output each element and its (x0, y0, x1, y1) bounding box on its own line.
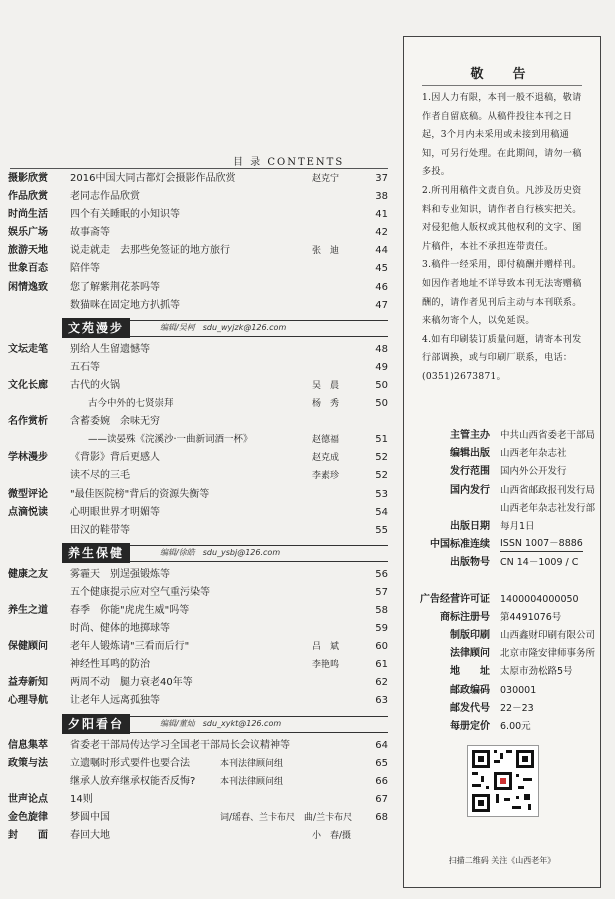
toc-entry[interactable] (0, 638, 395, 656)
notice-paragraph: 1.因人力有限，本刊一般不退稿，敬请作者自留底稿。从稿件投往本刊之日起，3个月内未采用或未接到用稿通知，可另行处理。在此期间，请勿一稿多投。 (422, 93, 582, 178)
section-editor: 编辑/董灿 sdu_xykt@126.com (160, 718, 282, 728)
toc-entry[interactable] (0, 341, 395, 359)
info-row (408, 573, 596, 591)
info-value: 山西老年杂志社 (500, 448, 567, 460)
toc-page-number: 54 (375, 506, 388, 518)
info-value: 太原市劲松路5号 (500, 666, 573, 678)
toc-title-text: 五石等 (70, 361, 100, 373)
info-key: 制版印刷 (450, 630, 490, 642)
info-row (408, 663, 596, 681)
toc-title-text: 五个健康提示应对空气重污染等 (70, 586, 210, 598)
toc-category: 名作赏析 (8, 416, 48, 428)
toc-page-number: 37 (375, 173, 388, 184)
toc-page-number: 67 (375, 793, 388, 805)
section-editor: 编辑/吴柯 sdu_wyjzk@126.com (160, 322, 287, 332)
toc-entry[interactable] (0, 297, 395, 315)
qr-code[interactable] (467, 745, 539, 817)
toc-title-text: 数猫咪在固定地方扒抓等 (70, 299, 180, 311)
toc-author: 李艳鸣 (312, 660, 340, 671)
info-key: 法律顾问 (450, 648, 490, 660)
toc-entry[interactable] (0, 656, 395, 674)
section-label: 养生保健 (62, 543, 130, 563)
toc-entry[interactable] (0, 692, 395, 710)
table-of-contents (0, 170, 395, 845)
info-value: 山西鑫财印刷有限公司 (500, 630, 596, 642)
toc-category: 时尚生活 (8, 209, 48, 221)
info-key: 邮发代号 (450, 702, 490, 714)
toc-category: 点滴悦读 (8, 506, 48, 518)
toc-title-text: 古今中外的七贤崇拜 (88, 398, 174, 410)
toc-category: 世象百态 (8, 263, 48, 275)
toc-entry[interactable] (0, 206, 395, 224)
toc-category: 益寿新知 (8, 677, 48, 689)
info-key: 国内发行 (450, 484, 490, 496)
notice-title: 敬 告 (470, 67, 534, 82)
toc-title: 目 录 CONTENTS (233, 157, 345, 168)
notice-divider (422, 85, 582, 86)
toc-page-number: 61 (375, 659, 388, 671)
toc-title-text: 让老年人远离孤独等 (70, 695, 160, 707)
toc-entry[interactable] (0, 449, 395, 467)
notice-paragraph: 3.稿件一经采用，即付稿酬并赠样刊。如因作者地址不详导致本刊无法寄赠稿酬的，请作者见刊后主动与本刊联系。来稿勿寄个人，以免延误。 (422, 260, 582, 327)
info-row (408, 518, 596, 536)
toc-entry[interactable] (0, 486, 395, 504)
info-panel (403, 36, 601, 888)
toc-entry[interactable] (0, 584, 395, 602)
toc-page-number: 41 (375, 209, 388, 221)
toc-category: 保健顾问 (8, 641, 48, 653)
info-value: 1400004000050 (500, 593, 579, 605)
toc-entry[interactable] (0, 359, 395, 377)
publication-info (408, 427, 596, 736)
toc-author: 吕 斌 (312, 642, 340, 653)
toc-title-text: 古代的火锅 (70, 379, 120, 391)
info-key: 出版物号 (450, 557, 490, 569)
toc-entry[interactable] (0, 602, 395, 620)
toc-title-text: 14则 (70, 793, 93, 805)
toc-title-text: 老年人锻炼请"三看而后行" (70, 641, 190, 653)
info-value: 国内外公开发行 (500, 466, 567, 478)
toc-entry[interactable] (0, 377, 395, 395)
toc-page-number: 52 (375, 452, 388, 464)
toc-page-number: 51 (375, 434, 388, 446)
info-row (408, 645, 596, 663)
toc-page-number: 62 (375, 677, 388, 689)
toc-author: 吴 晨 (312, 380, 340, 391)
toc-entry[interactable] (0, 827, 395, 845)
toc-page-number: 56 (375, 568, 388, 580)
toc-page-number: 58 (375, 604, 388, 616)
info-value: 030001 (500, 684, 537, 696)
toc-page-number: 64 (375, 739, 388, 751)
toc-category: 摄影欣赏 (8, 173, 48, 184)
toc-title-text: 雾霾天 别逞强锻炼等 (70, 568, 170, 580)
toc-title-text: "最佳医院榜"背后的资源失衡等 (70, 488, 210, 500)
toc-entry[interactable] (0, 188, 395, 206)
toc-entry[interactable] (0, 395, 395, 413)
toc-title-text: 省委老干部局传达学习全国老干部局长会议精神等 (70, 739, 290, 751)
info-key: 地 址 (450, 666, 490, 678)
info-row (408, 554, 596, 572)
toc-category: 健康之友 (8, 568, 48, 580)
toc-category: 作品欣赏 (8, 191, 48, 203)
section-header (0, 542, 395, 564)
toc-entry[interactable] (0, 467, 395, 485)
toc-category: 文化长廊 (8, 379, 48, 391)
qr-caption: 扫描二维码 关注《山西老年》 (448, 856, 556, 865)
toc-title-text: 梦圆中国 (70, 811, 110, 823)
info-value: ISSN 1007－8886 (500, 536, 583, 552)
toc-title-text: 神经性耳鸣的防治 (70, 659, 150, 671)
toc-category: 心理导航 (8, 695, 48, 707)
toc-page-number: 48 (375, 343, 388, 355)
toc-category: 文坛走笔 (8, 343, 48, 355)
toc-title-text: 读不尽的三毛 (70, 470, 130, 482)
toc-author: 本刊法律顾问组 (220, 758, 284, 769)
toc-title-text: 两周不动 腿力衰老40年等 (70, 677, 193, 689)
toc-entry[interactable] (0, 413, 395, 431)
toc-page-number: 46 (375, 281, 388, 293)
toc-entry[interactable] (0, 809, 395, 827)
section-header (0, 713, 395, 735)
toc-page-number: 55 (375, 524, 388, 536)
toc-title-text: 您了解紫荆花茶吗等 (70, 281, 160, 293)
qr-code-icon (468, 746, 538, 816)
info-value: 第4491076号 (500, 611, 562, 623)
info-value: 22－23 (500, 702, 534, 714)
toc-title-text: 说走就走 去那些免签证的地方旅行 (70, 245, 230, 257)
toc-page-number: 63 (375, 695, 388, 707)
toc-title-text: 《背影》背后更感人 (70, 452, 160, 464)
toc-title-text: 心明眼世界才明媚等 (70, 506, 160, 518)
toc-page-number: 47 (375, 299, 388, 311)
section-label: 夕阳看台 (62, 714, 130, 734)
section-header (0, 317, 395, 339)
toc-entry[interactable] (0, 620, 395, 638)
info-value: CN 14－1009 / C (500, 557, 579, 569)
section-editor: 编辑/徐皓 sdu_ysbj@126.com (160, 547, 281, 557)
toc-page-number: 50 (375, 379, 388, 391)
toc-title-text: 时尚、健体的地掷球等 (70, 623, 170, 635)
info-row (408, 536, 596, 554)
toc-title-text: 老同志作品欣赏 (70, 191, 140, 203)
toc-category: 娱乐广场 (8, 227, 48, 239)
info-row (408, 609, 596, 627)
info-value: 北京市隆安律师事务所 (500, 648, 596, 660)
info-row (408, 591, 596, 609)
toc-entry[interactable] (0, 260, 395, 278)
info-value: 6.00元 (500, 721, 531, 732)
toc-title-text: 2016中国大同古都灯会摄影作品欣赏 (70, 173, 236, 184)
toc-divider (10, 168, 388, 169)
toc-entry[interactable] (0, 522, 395, 540)
toc-author: 杨 秀 (312, 399, 340, 410)
info-value: 中共山西省委老干部局 (500, 430, 596, 441)
info-row (408, 463, 596, 481)
toc-title-text: 含蓄委婉 余味无穷 (70, 416, 160, 428)
toc-category: 微型评论 (8, 488, 48, 500)
toc-title-text: 春季 你能"虎虎生威"吗等 (70, 604, 190, 616)
toc-category: 闲情逸致 (8, 281, 48, 293)
info-key: 编辑出版 (450, 448, 490, 460)
toc-entry[interactable] (0, 170, 395, 188)
toc-title-text: 春回大地 (70, 830, 110, 841)
toc-page-number: 38 (375, 191, 388, 203)
toc-author: 李素珍 (312, 471, 340, 482)
toc-entry[interactable] (0, 737, 395, 755)
toc-author: 本刊法律顾问组 (220, 776, 284, 787)
toc-page-number: 49 (375, 361, 388, 373)
toc-author: 词/瑶春、兰卡布尺 曲/兰卡布尺 (220, 812, 353, 823)
info-key: 出版日期 (450, 520, 490, 532)
toc-category: 金色旋律 (8, 811, 48, 823)
info-value: 山西省邮政报刊发行局 (500, 484, 596, 496)
toc-category: 养生之道 (8, 604, 48, 616)
toc-entry[interactable] (0, 504, 395, 522)
info-value: 山西老年杂志社发行部 (500, 502, 596, 514)
info-key: 广告经营许可证 (420, 593, 490, 605)
info-key: 每册定价 (450, 721, 490, 732)
toc-author: 赵克宁 (312, 174, 340, 184)
toc-entry[interactable] (0, 431, 395, 449)
toc-title-text: 继承人放弃继承权能否反悔? (70, 775, 196, 787)
toc-author: 赵克成 (312, 453, 340, 464)
toc-title-text: ——读晏殊《浣溪沙·一曲新词酒一杯》 (88, 434, 253, 446)
toc-category: 旅游天地 (8, 245, 48, 257)
toc-page-number: 57 (375, 586, 388, 598)
info-key: 发行范围 (450, 466, 490, 478)
info-row (408, 500, 596, 518)
toc-entry[interactable] (0, 791, 395, 809)
toc-page-number: 42 (375, 227, 388, 239)
notice-body (422, 89, 586, 387)
toc-page-number: 53 (375, 488, 388, 500)
toc-page-number: 52 (375, 470, 388, 482)
toc-title-text: 立遗嘱时形式要件也要合法 (70, 757, 190, 769)
info-row (408, 627, 596, 645)
toc-page-number: 66 (375, 775, 388, 787)
toc-category: 世声论点 (8, 793, 48, 805)
info-key: 中国标准连续 (430, 539, 490, 551)
toc-category: 封 面 (8, 830, 48, 841)
notice-paragraph: 2.所刊用稿件文责自负。凡涉及历史资料和专业知识，请作者自行核实把关。对侵犯他人版权或其他权利的文字、图片稿件，本社不承担连带责任。 (422, 185, 582, 252)
toc-title-text: 别给人生留遗憾等 (70, 343, 150, 355)
toc-author: 赵德福 (312, 435, 340, 446)
toc-entry[interactable] (0, 773, 395, 791)
info-key: 主管主办 (450, 430, 490, 441)
notice-paragraph: 4.如有印刷装订质量问题，请寄本刊发行部调换，或与印刷厂联系，电话：(0351)2673871。 (422, 334, 582, 382)
toc-entry[interactable] (0, 566, 395, 584)
toc-page-number: 65 (375, 757, 388, 769)
toc-entry[interactable] (0, 279, 395, 297)
info-row (408, 682, 596, 700)
toc-page-number: 59 (375, 623, 388, 635)
toc-entry[interactable] (0, 242, 395, 260)
toc-page-number: 50 (375, 398, 388, 410)
toc-title-text: 故事斋等 (70, 227, 110, 239)
toc-page-number: 45 (375, 263, 388, 275)
toc-page-number: 60 (375, 641, 388, 653)
info-row (408, 718, 596, 736)
toc-category: 学林漫步 (8, 452, 48, 464)
toc-title-text: 四个有关睡眠的小知识等 (70, 209, 180, 221)
toc-page-number: 44 (375, 245, 388, 257)
info-row (408, 482, 596, 500)
toc-page-number: 68 (375, 811, 388, 823)
section-label: 文苑漫步 (62, 318, 130, 338)
info-row (408, 427, 596, 445)
toc-entry[interactable] (0, 674, 395, 692)
toc-author: 张 迪 (312, 246, 340, 257)
toc-entry[interactable] (0, 755, 395, 773)
info-key: 商标注册号 (440, 611, 490, 623)
toc-title-text: 陪伴等 (70, 263, 100, 275)
toc-title-text: 田汉的鞋带等 (70, 524, 130, 536)
info-row (408, 700, 596, 718)
toc-category: 政策与法 (8, 757, 48, 769)
toc-category: 信息集萃 (8, 739, 48, 751)
info-key: 邮政编码 (450, 684, 490, 696)
info-value: 每月1日 (500, 520, 535, 532)
toc-author: 小 春/摄 (312, 831, 352, 841)
toc-entry[interactable] (0, 224, 395, 242)
info-row (408, 445, 596, 463)
